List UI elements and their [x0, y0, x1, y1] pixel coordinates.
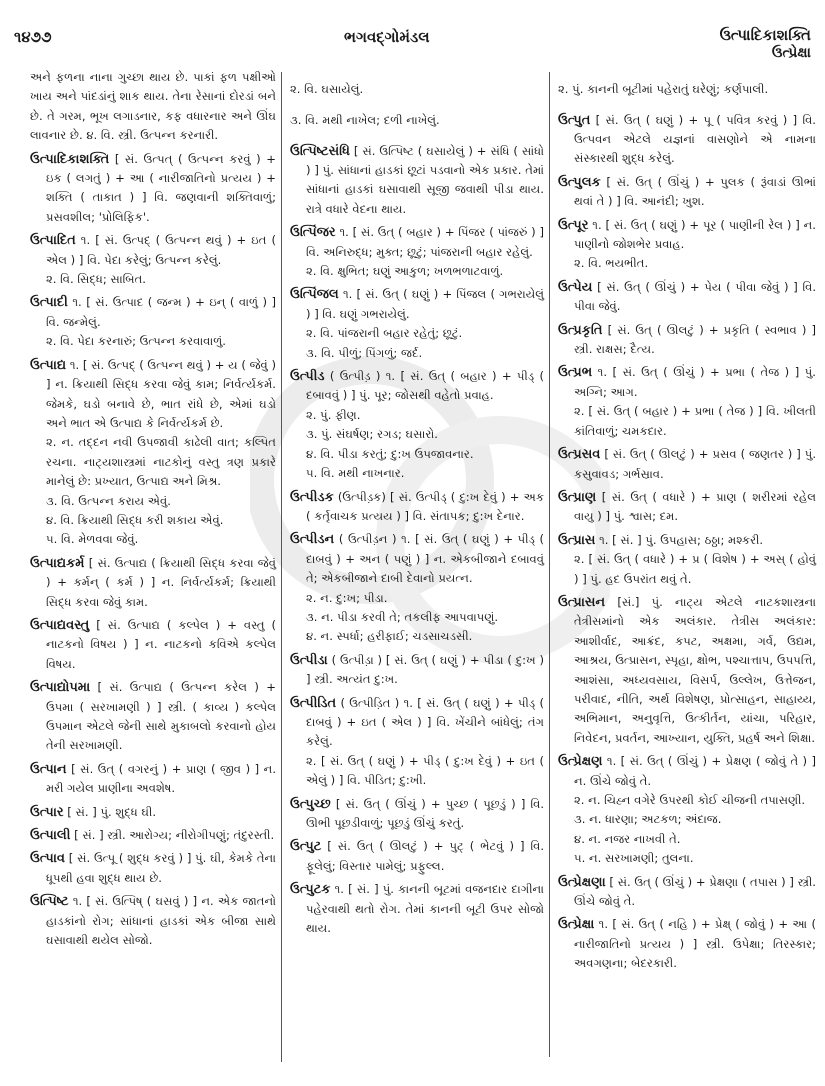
sense [46, 511, 276, 530]
sense-text: ( ઉત્પીડ઼ન ) ૧. [ સં. ઉત્ ( ઘણું ) + પીડ્ ( દાબવું ) + અન ( પણું ) ] ન. એકબીજાને દબાવવું તે; એકબીજાને દાબી દેવાનો પ્રયત્ન. [306, 532, 545, 586]
sense [306, 589, 544, 608]
sense [30, 616, 277, 674]
dictionary-entry [30, 231, 276, 289]
dictionary-entry [30, 150, 276, 228]
sense-text: ૧. [ સં. ઉત્ ( નહિ ) + પ્રેક્ષ્ ( જોવું ) + આ ( નારીજાતિનો પ્રત્યય ) ] સ્ત્રી. ઉપેક્ષા; તિરસ્કાર; અવગણના; બેદરકારી. [574, 917, 816, 971]
sense-text: ૧. [ સં. ] પું. ઉપહાસ; ઠઠ્ઠા; મશ્કરી. [599, 532, 764, 547]
sense-text: [સં.] પું. નાટ્ય એટલે નાટકશાસ્ત્રના તેત્રીસમાંનો એક અલંકાર. તેત્રીસ અલંકાર: આશીર્વાદ, આક્રંદ, કપટ, અક્ષમા, ગર્વ, ઉદ્યમ, આશ્રય, ઉત્પ્રાસન, સ્પૃહા, ક્ષોભ, પશ્ચાત્તાપ, ઉપપત્તિ, આશંસા, અધ્યવસાય, વિસર્પ, ઉલ્લેખ, ઉત્તેજન, પરીવાદ, નીતિ, અર્થ વિશેષણ, પ્રોત્સાહન, સાહાય્ય, અભિમાન, અનુવૃત્તિ, ઉત્કીર્તન, યાંચા, પરિહાર, નિવેદન, પ્રવર્તન, આખ્યાન, યુક્તિ, પ્રહર્ષ અને શિક્ષા. [574, 594, 816, 745]
headword: ઉત્પેય [558, 279, 593, 295]
headword: ઉત્પ્રાણ [558, 489, 597, 505]
headword: ઉત્પ્રકૃતિ [558, 322, 603, 338]
sense-text: [ સં. ઉત્પાદ્ય ( ક્રિયાથી સિદ્ધ કરવા જેવું ) + કર્મન્ ( કર્મ ) ] ન. નિર્વર્ત્યકર્મ; ક્રિયાથી સિદ્ધ કરવા જેવું કામ. [46, 555, 276, 609]
sense [558, 321, 816, 360]
dictionary-entry [290, 880, 544, 938]
sense [306, 425, 544, 444]
sense: ૨. પું. કાનની બૂટીમાં પહેરાતું ઘરેણું; કર્ણપાલી. [558, 81, 769, 96]
sense [290, 530, 545, 588]
sense-text: ૧. [ સં. ઉત્ ( ઘણું ) + પિંજલ ( ગભરાયેલું ) ] વિ. ઘણું ગભરાયેલું. [306, 287, 544, 321]
dictionary-entry [558, 363, 816, 441]
dictionary-entry [30, 849, 276, 888]
sense [558, 873, 816, 912]
dictionary-entry [558, 278, 816, 317]
sense [558, 593, 816, 748]
sense [290, 367, 545, 406]
sense [574, 550, 816, 589]
headword: ઉત્પાન [30, 761, 67, 777]
dictionary-entry [290, 223, 544, 281]
sense-text: ૫. વિ. મથી નાખનાર. [306, 466, 405, 481]
headword: ઉત્પિંજલ [290, 287, 339, 303]
sense-text: [ સં. ઉત્ ( વધારે ) + પ્રાણ ( શરીરમાં રહેલ વાયુ ) ] પું. શ્વાસ; દમ. [574, 489, 816, 524]
headword: ઉત્પ્રભ [558, 365, 593, 381]
dictionary-entry [558, 173, 816, 212]
sense [306, 464, 544, 483]
dictionary-entry [290, 694, 544, 791]
sense [306, 445, 544, 464]
sense [306, 608, 544, 627]
headword: ઉત્પાદ્યકર્મ [30, 555, 85, 571]
sense-text: ૨. વિ. ભયભીત. [574, 256, 649, 271]
sense-text: (ઉત્પીડ઼ક) [ સં. ઉત્પીડ્ ( દુ:ખ દેવું ) + અક ( કર્તૃવાચક પ્રત્યય ) ] વિ. સંતાપક; દુ:ખ દેનાર. [306, 489, 545, 523]
sense [574, 791, 816, 810]
dictionary-entry [290, 488, 544, 527]
sense [574, 254, 816, 273]
headword: ઉત્પ્રાસન [558, 594, 606, 610]
dictionary-entry [558, 752, 816, 868]
headword: ઉત્પાદ્યોપમા [30, 680, 91, 696]
continued-text: અને ફળના નાના ગુચ્છા થાય છે. પાકાં ફળ પક્ષીઓ ખાય અને પાંદડાંનું શાક થાય. તેના રેસાનાં દોરડાં બને છે. તે ગરમ, ભૂખ લગાડનાર, કફ વધારનાર અને ઊંઘ લાવનાર છે. ૪. વિ. સ્ત્રી. ઉત્પન્ન કરનારી. [30, 70, 276, 143]
dictionary-entry [558, 873, 816, 912]
sense-text: ૨. [ સં. ઉત્ ( ઘણું ) + પીડ્ ( દુ:ખ દેવું ) + ઇત ( એલું ) ] વિ. પીડિત; દુ:ખી. [306, 753, 544, 788]
sense-text: ૫. ન. સરખામણી; તુલના. [574, 851, 694, 866]
sense [30, 849, 277, 888]
sense-text: ૨. [ સં. ઉત્ ( બહાર ) + પ્રભા ( તેજ ) ] વિ. ખીલતી કાંતિવાળું; ચમકદાર. [574, 404, 816, 438]
sense-text: ૫. વિ. મેળવવા જેવું. [46, 532, 139, 547]
sense [30, 150, 276, 228]
sense-text: [ સં. ઉત્પિષ્ટ ( ઘસાયેલું ) + સંધિ ( સાંધો ) ] પું. સાંધાનાં હાડકાં છૂટાં પડવાનો એક પ્રકાર. તેમાં સાંધાનાં હાડકાં ઘસાવાથી સૂજી જવાથી પીડા થાય. રાત્રે વધારે વેદના થાય. [306, 143, 544, 216]
dictionary-entry [558, 593, 816, 748]
sense-text: [ સં. ઉત્ ( ઊંચું ) + પુચ્છ ( પૂછડું ) ] વિ. ઊભી પૂછડીવાળું; પૂછડું ઊંચું કરતું. [306, 796, 544, 830]
sense [46, 492, 276, 511]
sense-text: ૨. [ સં. ઉત્ ( વધારે ) + પ્ર ( વિશેષ ) + અસ્ ( હોવું ) ] પું. હદ ઉપરાંત થવું તે. [574, 552, 816, 586]
dictionary-entry [290, 285, 544, 363]
headword: ઉત્પીડિત [290, 695, 337, 711]
sense [306, 344, 544, 363]
dictionary-entry [30, 803, 276, 822]
sense-text: ૧. [ સં. ઉત્પદ્ ( ઉત્પન્ન થવું ) + ય ( જેવું ) ] ન. ક્રિયાથી સિદ્ધ કરવા જેવું કામ; નિર્વર્ત્યકર્મ. જેમકે, ઘડો બનાવે છે, ભાત રાંધે છે, એમાં ઘડો અને ભાત એ ઉત્પાદ્ય કે નિર્વર્ત્યકર્મ છે. [46, 357, 276, 430]
sense [306, 324, 544, 343]
sense-text: [ સં. ઉત્ ( ઊંચું ) + પુલક ( રૂંવાડાં ઊભાં થવાં તે ) ] વિ. આનંદી; ખુશ. [574, 174, 817, 209]
sense [46, 530, 276, 549]
column-divider [281, 72, 282, 1062]
sense-text: ( ઉત્પીડ઼ા ) [ સં. ઉત્ ( ઘણું ) + પીડા ( દુ:ખ ) ] સ્ત્રી. અત્યંત દુ:ખ. [306, 652, 545, 687]
dictionary-entry [290, 530, 544, 646]
sense [290, 880, 545, 938]
sense [574, 849, 816, 868]
sense [558, 278, 817, 317]
sense-text: ૧. [ સં. ઉત્પદ્ ( ઉત્પન્ન થવું ) + ઇત ( એલ ) ] વિ. પેદા કરેલું; ઉત્પન્ન કરેલું. [46, 233, 277, 267]
headword: ઉત્પિષ્ટ [30, 894, 69, 910]
headword: ઉત્પીડન [290, 532, 335, 548]
sense-text: [ સં. ઉત્ ( ઊંચું ) + પ્રેક્ષણા ( તપાસ ) ] સ્ત્રી. ઊંચે જોવું તે. [574, 874, 816, 909]
headword: ઉત્પિંજર [290, 225, 336, 241]
headword: ઉત્પિષ્ટસંધિ [290, 143, 350, 159]
headword: ઉત્પીડ [290, 369, 325, 385]
headword: ઉત્પાદિકાશક્તિ [30, 151, 110, 167]
dictionary-entry [558, 216, 816, 274]
sense [306, 627, 544, 646]
sense-text: ૨. વિ. ક્ષુભિત; ઘણું આકુળ; ખળભળાટવાળું. [306, 264, 504, 279]
page-header [0, 0, 825, 61]
sense-text: ૪. વિ. ક્રિયાથી સિદ્ધ કરી શકાય એવું. [46, 512, 224, 527]
dictionary-entry [30, 760, 276, 799]
sense-text: ૪. ન. સ્પર્ધા; હરીફાઈ; ચડસાચડસી. [306, 629, 473, 644]
dictionary-entry [30, 293, 276, 351]
sense [558, 363, 816, 402]
dictionary-entry [558, 531, 816, 589]
sense-text: ૪. ન. નજર નાખવી તે. [574, 831, 681, 846]
sense-text: ૧. [ સં. ઉત્પિષ્ ( ઘસવું ) ] ન. એક જાતનો હાડકાંનો રોગ; સાંધાનાં હાડકાં એક બીજા સાથે ઘસાવાથી થયેલ સોજો. [46, 894, 277, 948]
sense [46, 433, 276, 491]
sense-text: ૨. વિ. પેદા કરનારું; ઉત્પન્ન કરવાવાળું. [46, 334, 226, 349]
headword: ઉત્પાર [30, 804, 64, 820]
sense-text: ૧. [ સં. ઉત્ ( ઊંચું ) + પ્રભા ( તેજ ) ] પું. અગ્નિ; આગ. [574, 365, 816, 399]
sense-text: ૩. વિ. પીળું; પિંગળું; જર્દ. [306, 345, 423, 360]
sense-text: ૩. ન. ધારણા; અટકળ; અંદાજ. [574, 812, 722, 827]
sense [558, 445, 817, 484]
sense-text: ૩. વિ. ઉત્પન્ન કરાય એવું. [46, 493, 171, 508]
dictionary-entry [30, 826, 276, 845]
sense-text: ( ઉત્પીડ઼ ) ૧. [ સં. ઉત્ ( બહાર ) + પીડ્ ( દબાવવું ) ] પું. પૂર; જોસથી વહેતો પ્રવાહ. [306, 369, 545, 403]
headword: ઉત્પુટક [290, 882, 331, 898]
headword: ઉત્પુલક [558, 174, 601, 190]
sense [30, 356, 276, 434]
running-title: ભગવદ્ગોમંડલ [344, 28, 430, 46]
sense-text: [ સં. ઉત્ ( ઊલટું ) + પુટ્ ( ભેટવું ) ] વિ. ફૂલેલું; વિસ્તાર પામેલું; પ્રફુલ્લ. [306, 839, 545, 873]
headword: ઉત્પાદિત [30, 233, 76, 249]
sense [306, 262, 544, 281]
sense-text: ૨. ન. ચિહ્ન વગેરે ઉપરથી કોઈ ચીજની તપાસણી. [574, 793, 806, 807]
headword: ઉત્પાલી [30, 828, 71, 844]
sense-text: [ સં. ઉત્ ( વગરનું ) + પ્રાણ ( જીવ ) ] ન. મરી ગયેલ પ્રાણીના અવશેષ. [46, 761, 277, 796]
dictionary-entry [30, 356, 276, 550]
dictionary-entry [290, 651, 544, 690]
dictionary-entry [558, 445, 816, 484]
headword: ઉત્પ્રેક્ષણ [558, 754, 603, 770]
column-2 [290, 68, 544, 942]
guide-word-first: ઉત્પાદિકાશક્તિ [719, 26, 811, 44]
sense-text: ૧. [ સં. ઉત્ ( ઊંચું ) + પ્રેક્ષણ ( જોવું તે ) ] ન. ઊંચે જોવું તે. [574, 754, 816, 788]
sense-text: [ સં. ઉત્પાદ્ય ( કલ્પેલ ) + વસ્તુ ( નાટકનો વિષય ) ] ન. નાટકનો કવિએ કલ્પેલ વિષય. [46, 617, 277, 671]
sense [558, 531, 816, 550]
sense-text: [ સં. ઉત્ ( ઊલટું ) + પ્રસવ ( જણતર ) ] પું. કસુવાવડ; ગર્ભસ્રાવ. [574, 447, 817, 481]
sense [558, 915, 816, 973]
sense: ૨. વિ. ઘસાયેલું. [290, 81, 364, 96]
sense [30, 231, 277, 270]
headword: ઉત્પ્રેક્ષણા [558, 874, 606, 890]
sense-text: ૨. વિ. પાંજરાની બહાર રહેતું; છૂટું. [306, 326, 463, 341]
sense-text: ૨. ન. તદ્દન નવી ઉપજાવી કાઢેલી વાત; કલ્પિત રચના. નાટ્યશાસ્ત્રમાં નાટકોનું વસ્તુ ત્રણ પ્રકારે માનેલું છે: પ્રખ્યાત, ઉત્પાદ્ય અને મિશ્ર. [46, 435, 276, 489]
sense [46, 332, 276, 351]
sense-text: ૧. [ સં. ઉત્ ( ઘણું ) + પૂર ( પાણીની રેલ ) ] ન. પાણીનો જોશભેર પ્રવાહ. [574, 217, 816, 252]
sense [558, 488, 816, 527]
dictionary-entry [30, 616, 276, 674]
sense [558, 173, 817, 212]
sense-text: ૪. વિ. પીડા કરતું; દુ:ખ ઉપજાવનાર. [306, 446, 474, 461]
sense [290, 837, 545, 876]
sense [290, 488, 545, 527]
sense [46, 270, 276, 289]
column-divider [549, 72, 550, 1057]
column-3 [558, 68, 816, 978]
headword: ઉત્પાવ [30, 851, 65, 867]
dictionary-entry [558, 915, 816, 973]
sense-text: ૧. [ સં. ઉત્ ( બહાર ) + પિંજર ( પાંજરું ) ] વિ. અનિરુદ્ધ; મુક્ત; છૂટું; પાંજરાની બહાર રહેલું. [306, 225, 545, 259]
headword: ઉત્પ્રાસ [558, 532, 596, 548]
dictionary-entry [558, 321, 816, 360]
page-number: ૧૪૭૭ [14, 28, 52, 46]
guide-word-last: ઉત્પ્રેક્ષા [771, 45, 811, 61]
headword: ઉત્પૂર [558, 217, 589, 233]
sense-text: ૧. [ સં. ] પું. કાનની બૂટમાં વજનદાર દાગીના પહેરવાથી થતો રોગ. તેમાં કાનની બૂટી ઉપર સોજો થાય. [306, 882, 545, 936]
sense-text: [ સં. ઉત્પત્ ( ઉત્પન્ન કરવું ) + ઇક ( લગતું ) + આ ( નારીજાતિનો પ્રત્યય ) + શક્તિ ( તાકાત ) ] વિ. જણવાની શક્તિવાળું; પ્રસવશીલ; 'પ્રોલિફિક'. [46, 151, 276, 224]
dictionary-entry [290, 367, 544, 483]
sense-text: ૩. ન. પીડા કરવી તે; તકલીફ આપવાપણું. [306, 609, 499, 624]
headword: ઉત્પાદ્ય [30, 357, 67, 373]
sense [306, 406, 544, 425]
sense [558, 752, 816, 791]
sense [574, 830, 816, 849]
sense [306, 752, 544, 791]
guide-words [720, 26, 811, 62]
sense-text: [ સં. ઉત્ ( ઊલટું ) + પ્રકૃતિ ( સ્વભાવ ) ] સ્ત્રી. રાક્ષસ; દૈત્ય. [574, 322, 816, 357]
sense [558, 216, 816, 255]
dictionary-entry [30, 554, 276, 612]
sense-text: ૨. વિ. સિદ્ધ; સાબિત. [46, 272, 146, 287]
dictionary-entry [290, 795, 544, 834]
sense [30, 554, 276, 612]
headword: ઉત્પાદી [30, 295, 68, 311]
sense-text: [ સં. ઉત્ ( ઊંચું ) + પેય ( પીવા જેવું ) ] વિ. પીવા જેવું. [574, 279, 817, 314]
sense [30, 826, 276, 845]
dictionary-entry [558, 111, 816, 169]
sense [558, 111, 816, 169]
sense [30, 760, 277, 799]
sense [290, 142, 544, 220]
sense [574, 402, 816, 441]
sense [30, 293, 277, 332]
sense [30, 892, 277, 950]
sense [290, 694, 545, 752]
continued-senses [290, 80, 544, 130]
headword: ઉત્પ્રેક્ષા [558, 917, 595, 933]
headword: ઉત્પ્રસવ [558, 447, 601, 463]
headword: ઉત્પુચ્છ [290, 796, 331, 812]
dictionary-entry [30, 892, 276, 950]
sense-text: ૩. પું. સંઘર્ષણ; રગડ; ઘસારો. [306, 427, 438, 442]
sense-text: [ સં. ઉત્પૂ ( શુદ્ધ કરવું ) ] પું. ઘી, કેમકે તેના ધૂપથી હવા શુદ્ધ થાય છે. [46, 851, 277, 885]
dictionary-entry [30, 678, 276, 756]
sense [290, 795, 544, 834]
sense [290, 223, 545, 262]
sense: ૩. વિ. મથી નાખેલ; દળી નાખેલું. [290, 112, 440, 127]
sense-text: ૨. પું. ફીણ. [306, 407, 361, 422]
headword: ઉત્પુટ [290, 839, 322, 855]
headword: ઉત્પુત [558, 112, 591, 128]
column-1 [30, 68, 276, 954]
sense-text: [ સં. ] સ્ત્રી. આરોગ્ય; નીરોગીપણું; તંદુરસ્તી. [74, 828, 275, 843]
sense [574, 810, 816, 829]
dictionary-entry [558, 488, 816, 527]
headword: ઉત્પાદ્યવસ્તુ [30, 617, 90, 633]
dictionary-entry [290, 142, 544, 220]
sense [290, 651, 545, 690]
sense-text: ૧. [ સં. ઉત્પાદ ( જન્મ ) + ઇન્ ( વાળું ) ] વિ. જન્મેલું. [46, 295, 277, 329]
sense-text: ( ઉત્પીડ઼િત ) ૧. [ સં. ઉત્ ( ઘણું ) + પીડ્ ( દાબવું ) + ઇત ( એલ ) ] વિ. ખેંચીને બાંધેલું; તંગ કરેલું. [306, 695, 545, 749]
sense-text: ૨. ન. દુ:ખ; પીડા. [306, 590, 388, 605]
sense-text: [ સં. ઉત્પાદ્ય ( ઉત્પન્ન કરેલ ) + ઉપમા ( સરખામણી ) ] સ્ત્રી. ( કાવ્ય ) કલ્પેલ ઉપમાન એટલે જેની સાથે મુકાબલો કરવાનો હોય તેની સરખામણી. [46, 680, 276, 753]
sense [30, 678, 276, 756]
sense-text: [ સં. ] પું. શુદ્ધ ઘી. [67, 804, 157, 819]
headword: ઉત્પીડક [290, 489, 334, 505]
sense [290, 285, 544, 324]
sense-text: [ સં. ઉત્ ( ઘણું ) + પૂ ( પવિત્ર કરવું ) ] વિ. ઉત્પવન એટલે યજ્ઞનાં વાસણોને એ નામના સંસ્કારથી શુદ્ધ કરેલું. [574, 112, 816, 166]
headword: ઉત્પીડા [290, 652, 328, 668]
dictionary-entry [290, 837, 544, 876]
sense [30, 803, 276, 822]
continued-senses [558, 80, 816, 99]
